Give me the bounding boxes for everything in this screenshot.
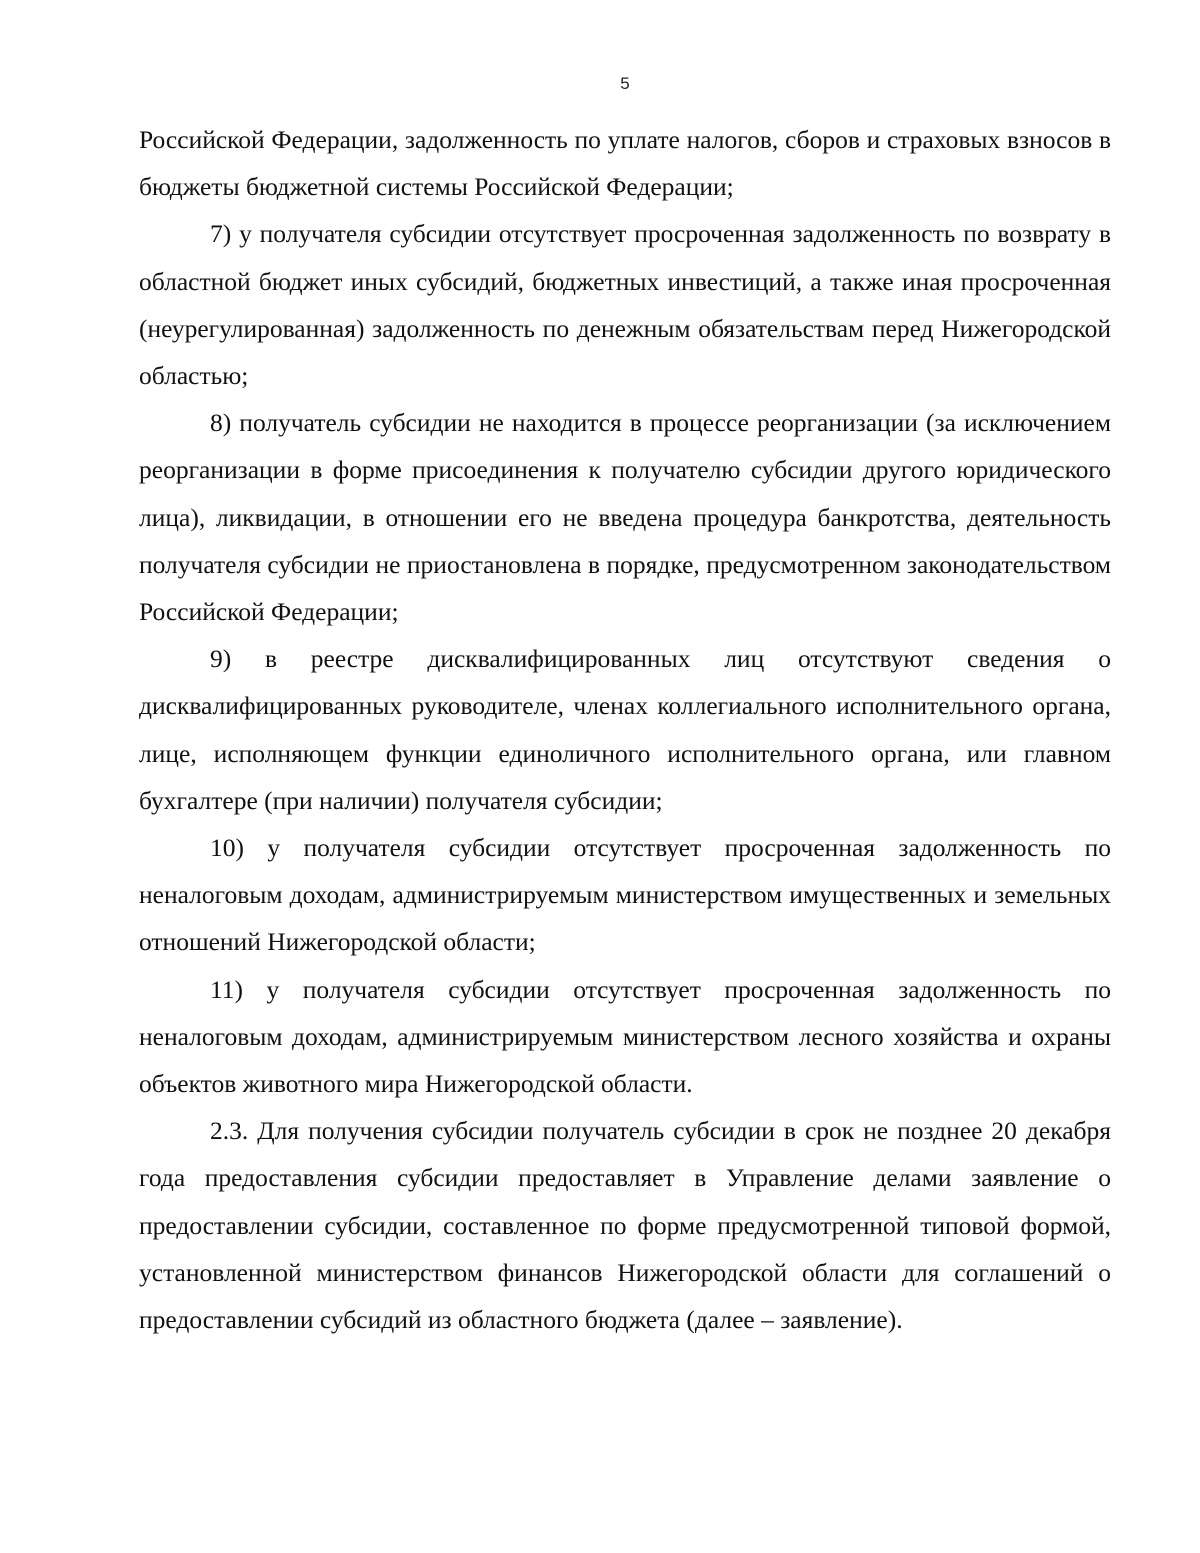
paragraph-section-2-3: 2.3. Для получения субсидии получатель субсидии в срок не позднее 20 декабря года предоставления субсидии предоставляет в Управление делами заявление о предоставлении субсидии, составленное по форме предусмотренной типовой формой, установленной министерством финансов Нижегородской области для соглашений о предоставлении субсидий из областного бюджета (далее – заявление). [139, 1116, 1111, 1335]
paragraph-item-10: 10) у получателя субсидии отсутствует просроченная задолженность по неналоговым доходам, администрируемым министерством имущественных и земельных отношений Нижегородской области; [139, 833, 1111, 957]
paragraph-item-9: 9) в реестре дисквалифицированных лиц отсутствуют сведения о дисквалифицированных руководителе, членах коллегиального исполнительного органа, лице, исполняющем функции единоличного исполнительного органа, или главном бухгалтере (при наличии) получателя субсидии; [139, 644, 1111, 815]
page-number: 5 [620, 74, 630, 93]
document-body [139, 116, 1111, 1343]
paragraph-item-8: 8) получатель субсидии не находится в процессе реорганизации (за исключением реорганизации в форме присоединения к получателю субсидии другого юридического лица), ликвидации, в отношении его не введена процедура банкротства, деятельность получателя субсидии не приостановлена в порядке, предусмотренном законодательством Российской Федерации; [139, 408, 1111, 627]
paragraph-item-7: 7) у получателя субсидии отсутствует просроченная задолженность по возврату в областной бюджет иных субсидий, бюджетных инвестиций, а также иная просроченная (неурегулированная) задолженность по денежным обязательствам перед Нижегородской областью; [139, 219, 1111, 391]
paragraph-continuation: Российской Федерации, задолженность по уплате налогов, сборов и страховых взносов в бюджеты бюджетной системы Российской Федерации; [139, 125, 1111, 202]
paragraph-item-11: 11) у получателя субсидии отсутствует просроченная задолженность по неналоговым доходам, администрируемым министерством лесного хозяйства и охраны объектов животного мира Нижегородской области. [139, 974, 1111, 1099]
